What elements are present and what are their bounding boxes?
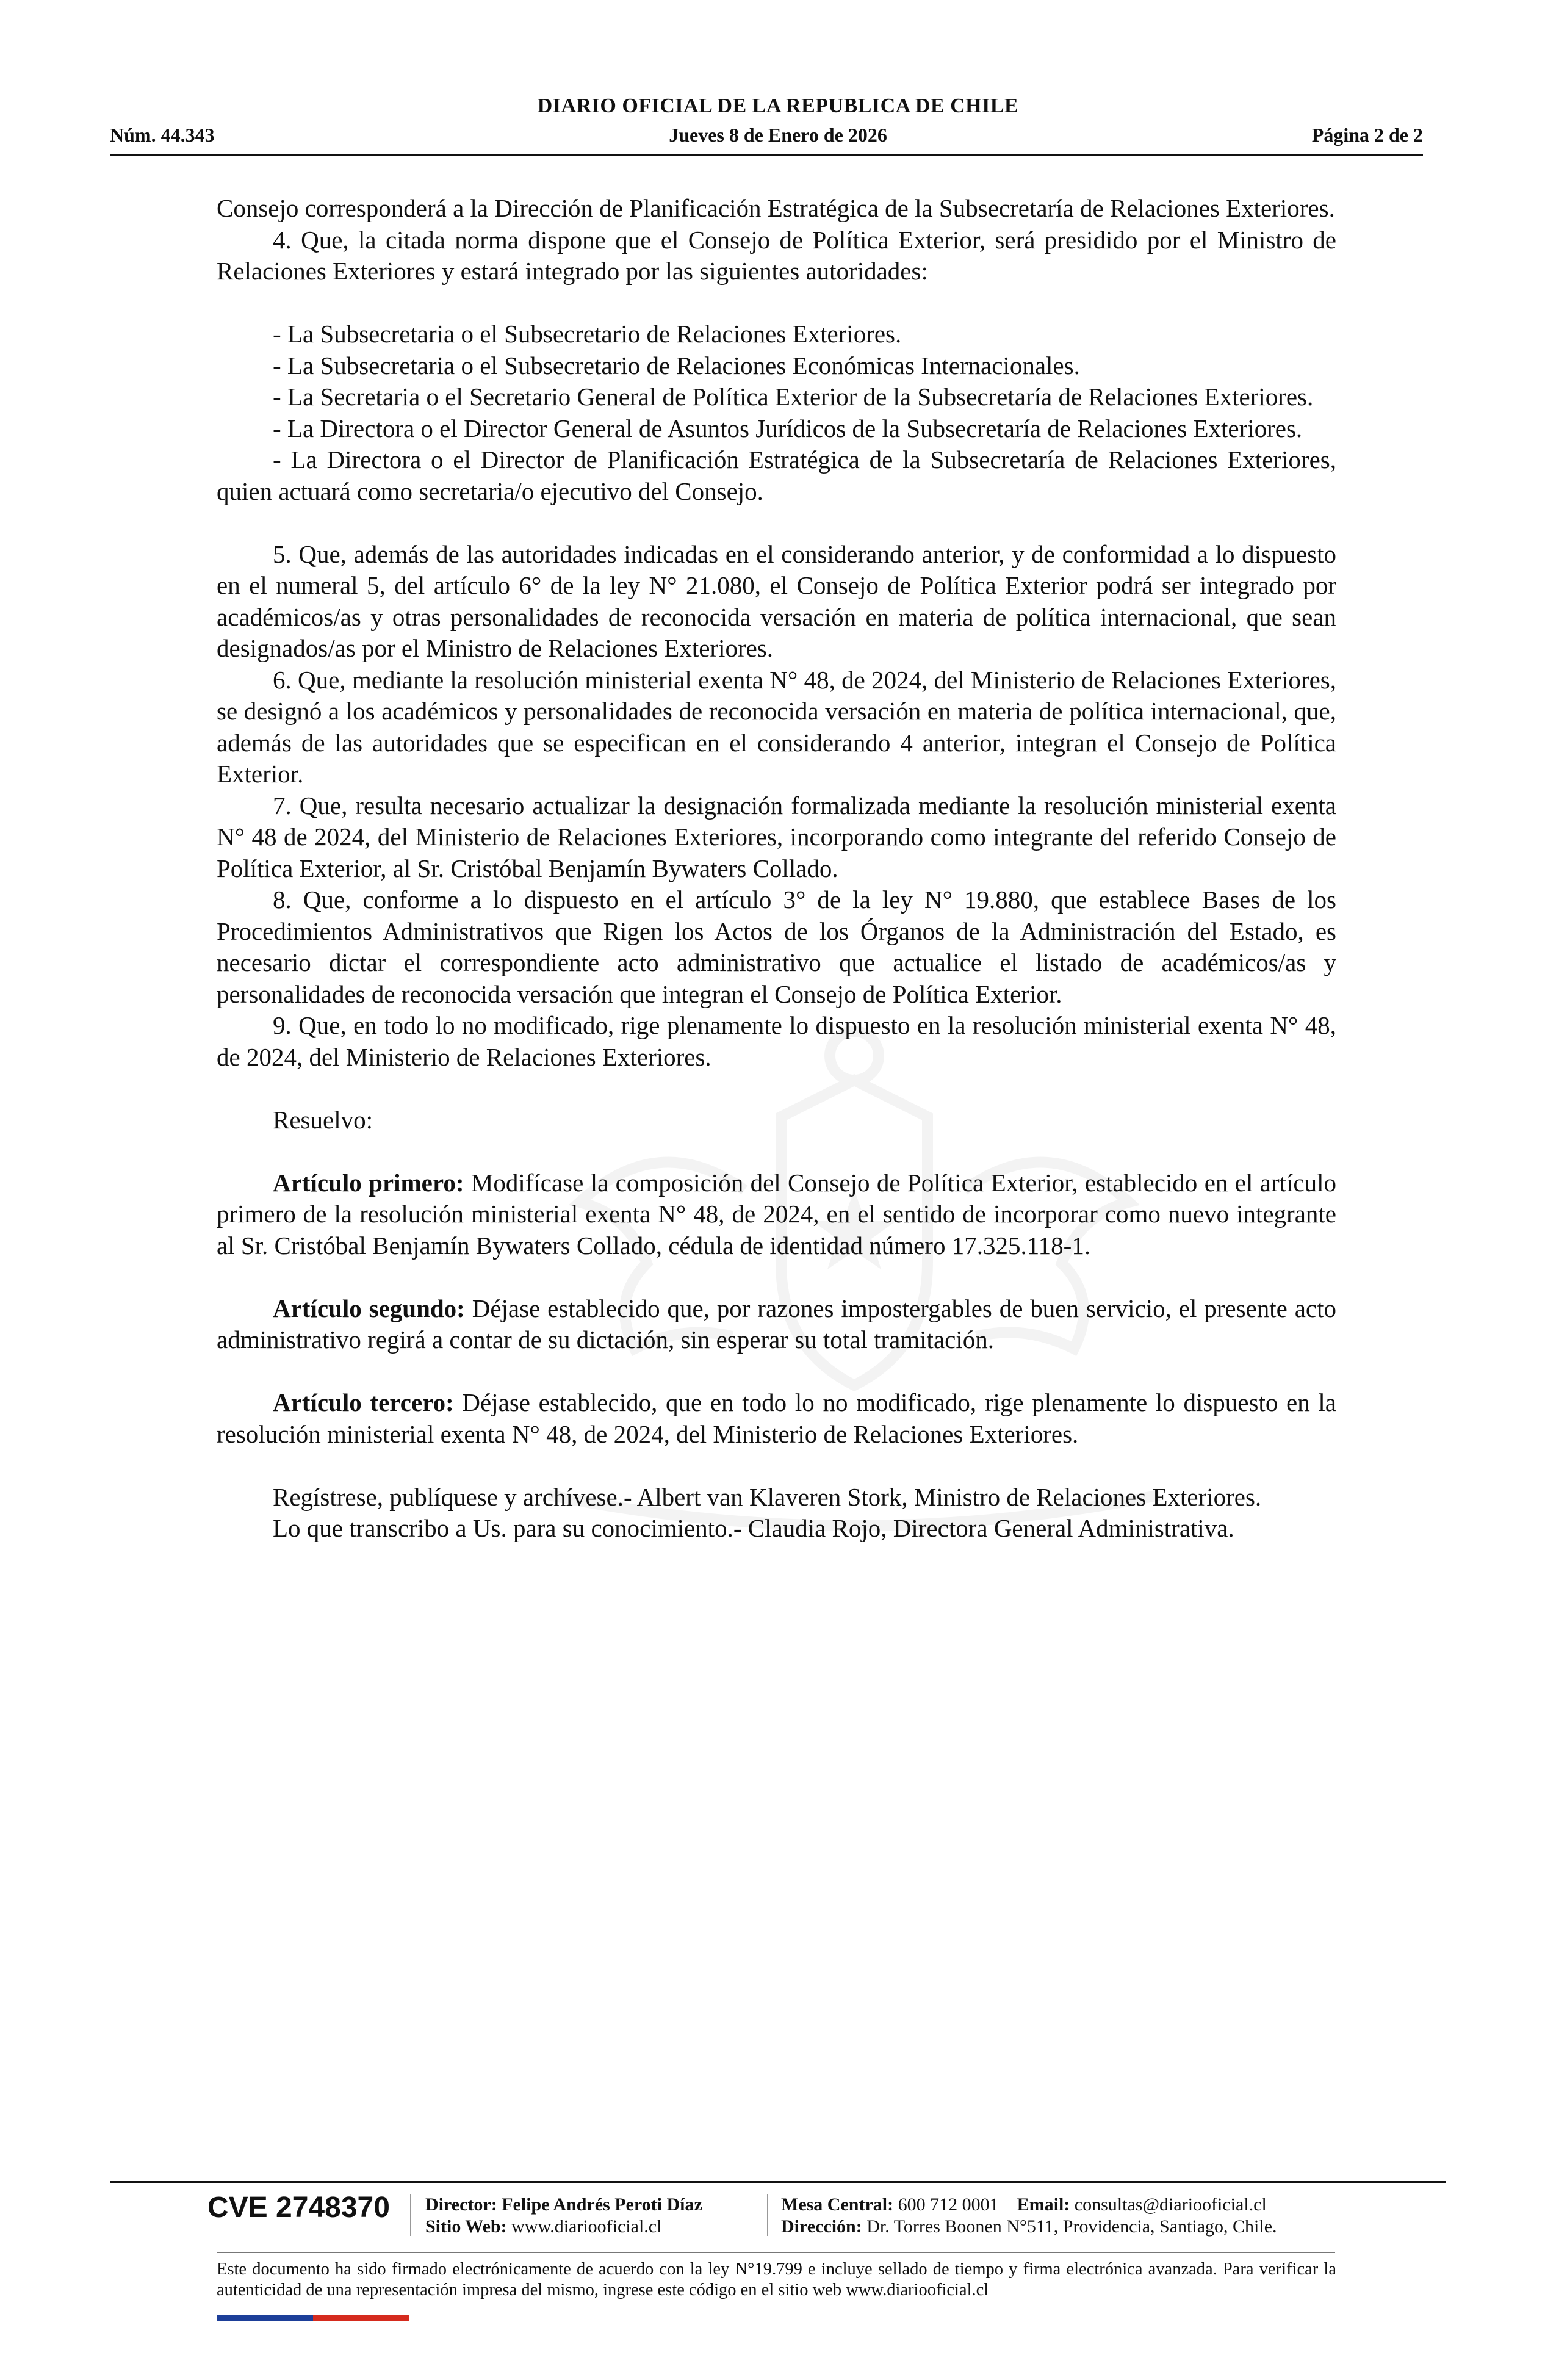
paragraph-continuation: Consejo corresponderá a la Dirección de Planificación Estratégica de la Subsecretaría de Relaciones Exteriores. <box>217 194 1335 222</box>
authority-list-item: - La Subsecretaria o el Subsecretario de Relaciones Económicas Internacionales. <box>273 351 1080 380</box>
article-2 <box>217 1293 1336 1356</box>
article-1-text: Modifícase la composición del Consejo de Política Exterior, establecido en el artículo primero de la resolución ministerial exenta N° 48, de 2024, en el sentido de incorporar como nuevo integrante al Sr. Cristóbal Benjamín Bywaters Collado, cédula de identidad número 17.325.118-1. <box>217 1168 1336 1260</box>
article-1-label: Artículo primero: <box>273 1168 464 1197</box>
footer-separator <box>767 2194 768 2236</box>
considerando-8: 8. Que, conforme a lo dispuesto en el artículo 3° de la ley N° 19.880, que establece Bases de los Procedimientos Administrativos que Rigen los Actos de los Órganos de la Administración del Estado, es necesario dictar el correspondiente acto administrativo que actualice el listado de académicos/as y personalidades de reconocida versación que integran el Consejo de Política Exterior. <box>217 885 1336 1008</box>
footer-address: Dirección: Dr. Torres Boonen N°511, Providencia, Santiago, Chile. <box>781 2216 1277 2237</box>
issue-number: Núm. 44.343 <box>110 124 215 146</box>
considerando-5: 5. Que, además de las autoridades indicadas en el considerando anterior, y de conformidad a lo dispuesto en el numeral 5, del artículo 6° de la ley N° 21.080, el Consejo de Política Exterior podrá ser integrado por académicos/as y otras personalidades de reconocida versación en materia de política internacional, que sean designados/as por el Ministro de Relaciones Exteriores. <box>217 539 1336 662</box>
publication-title: DIARIO OFICIAL DE LA REPUBLICA DE CHILE <box>537 95 1019 117</box>
website-link[interactable]: www.diariooficial.cl <box>511 2216 662 2237</box>
article-2-text: Déjase establecido que, por razones impostergables de buen servicio, el presente acto administrativo regirá a contar de su dictación, sin esperar su total tramitación. <box>217 1294 1336 1354</box>
article-3-label: Artículo tercero: <box>273 1388 454 1416</box>
closing-transcription: Lo que transcribo a Us. para su conocimiento.- Claudia Rojo, Directora General Administrativa. <box>273 1514 1234 1542</box>
footer-website: Sitio Web: www.diariooficial.cl <box>425 2216 662 2237</box>
article-2-label: Artículo segundo: <box>273 1294 465 1322</box>
considerando-4: 4. Que, la citada norma dispone que el Consejo de Política Exterior, será presidido por el Ministro de Relaciones Exteriores y estará integrado por las siguientes autoridades: <box>217 225 1336 285</box>
authority-list-item: - La Directora o el Director de Planificación Estratégica de la Subsecretaría de Relaciones Exteriores, quien actuará como secretaria/o ejecutivo del Consejo. <box>217 445 1336 505</box>
authority-list-item: - La Secretaria o el Secretario General de Política Exterior de la Subsecretaría de Relaciones Exteriores. <box>273 383 1314 411</box>
considerando-9: 9. Que, en todo lo no modificado, rige plenamente lo dispuesto en la resolución ministerial exenta N° 48, de 2024, del Ministerio de Relaciones Exteriores. <box>217 1011 1336 1071</box>
considerando-6: 6. Que, mediante la resolución ministerial exenta N° 48, de 2024, del Ministerio de Relaciones Exteriores, se designó a los académicos y personalidades de reconocida versación en materia de política internacional, que, además de las autoridades que se especifican en el considerando 4 anterior, integran el Consejo de Política Exterior. <box>217 665 1336 788</box>
article-3-text: Déjase establecido, que en todo lo no modificado, rige plenamente lo dispuesto en la resolución ministerial exenta N° 48, de 2024, del Ministerio de Relaciones Exteriores. <box>217 1388 1336 1448</box>
header-divider <box>110 154 1423 156</box>
footer-separator <box>410 2194 411 2236</box>
email-link[interactable]: consultas@diariooficial.cl <box>1074 2194 1267 2215</box>
authority-list-item: - La Directora o el Director General de Asuntos Jurídicos de la Subsecretaría de Relaciones Exteriores. <box>273 414 1303 442</box>
cve-code: CVE 2748370 <box>207 2191 390 2224</box>
footer-contact: Mesa Central: 600 712 0001 Email: consultas@diariooficial.cl <box>781 2194 1267 2215</box>
closing-signature: Regístrese, publíquese y archívese.- Albert van Klaveren Stork, Ministro de Relaciones Exteriores. <box>273 1482 1262 1511</box>
article-3 <box>217 1387 1336 1450</box>
footer-director: Director: Felipe Andrés Peroti Díaz <box>425 2194 702 2215</box>
document-body <box>217 193 1336 1545</box>
authority-list-item: - La Subsecretaria o el Subsecretario de Relaciones Exteriores. <box>273 320 902 348</box>
electronic-signature-notice: Este documento ha sido firmado electrónicamente de acuerdo con la ley N°19.799 e incluye sellado de tiempo y firma electrónica avanzada. Para verificar la autenticidad de una representación impresa del mismo, ingrese este código en el sitio web www.diariooficial.cl <box>217 2260 1336 2299</box>
flag-stripe <box>217 2315 409 2321</box>
article-1 <box>217 1167 1336 1262</box>
page-indicator: Página 2 de 2 <box>1311 124 1423 146</box>
resuelvo-heading: Resuelvo: <box>273 1105 373 1134</box>
footer-divider <box>110 2181 1446 2183</box>
issue-date: Jueves 8 de Enero de 2026 <box>669 124 887 146</box>
considerando-7: 7. Que, resulta necesario actualizar la designación formalizada mediante la resolución ministerial exenta N° 48 de 2024, del Ministerio de Relaciones Exteriores, incorporando como integrante del referido Consejo de Política Exterior, al Sr. Cristóbal Benjamín Bywaters Collado. <box>217 791 1336 882</box>
footer-divider-thin <box>217 2252 1335 2253</box>
